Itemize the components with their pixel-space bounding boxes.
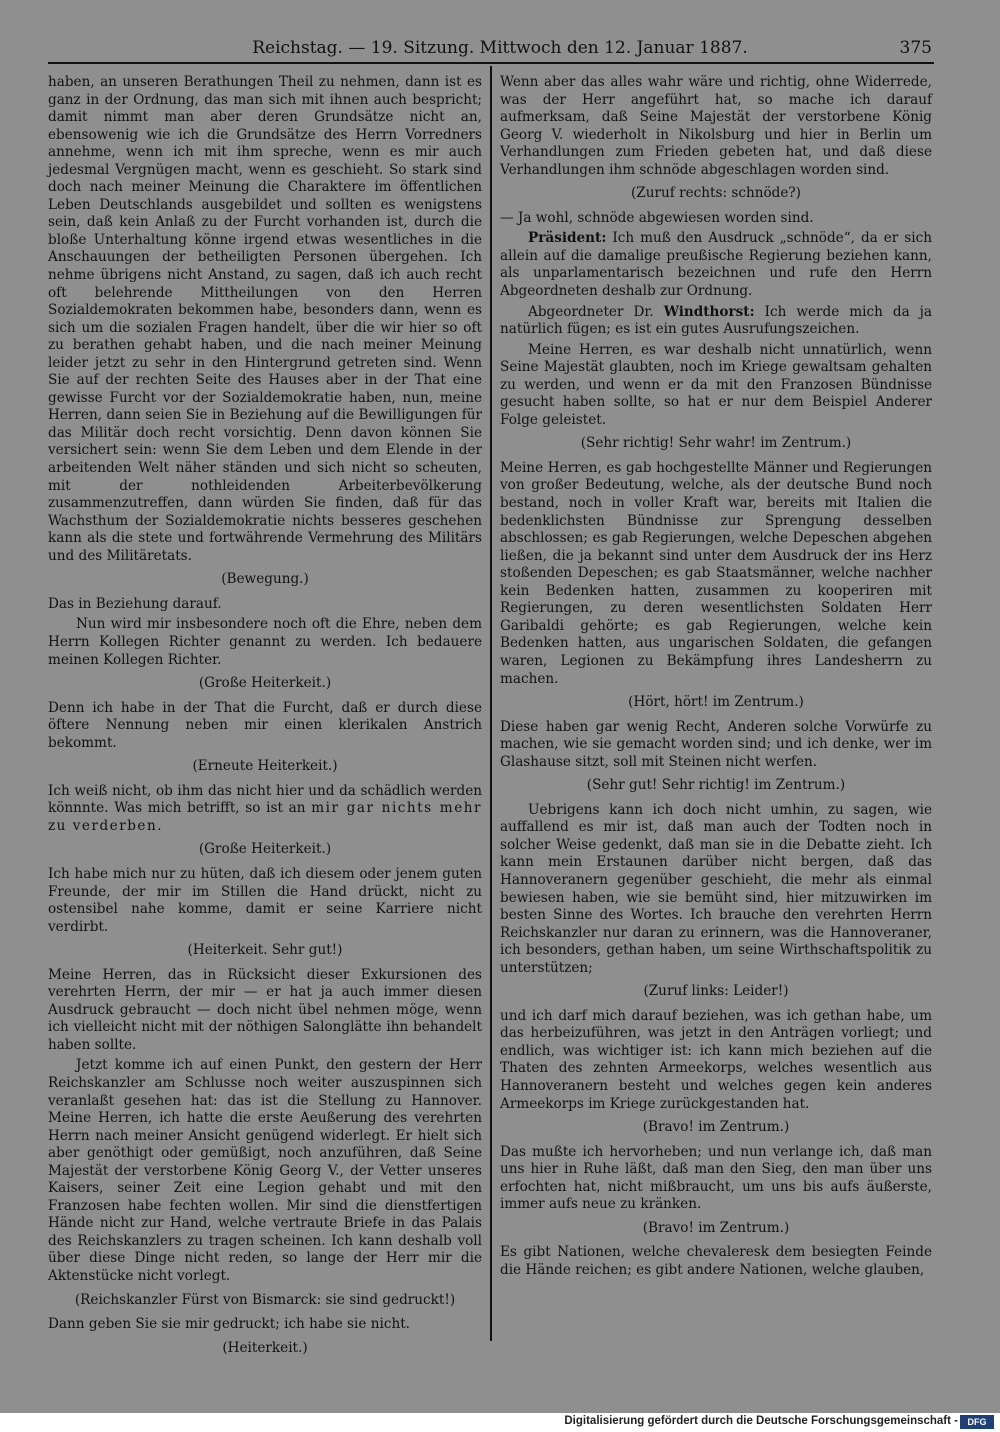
column-divider xyxy=(490,66,492,1341)
interjection: (Zuruf links: Leider!) xyxy=(643,983,789,1000)
interjection: (Sehr richtig! Sehr wahr! im Zentrum.) xyxy=(580,435,852,452)
interjection: (Sehr gut! Sehr richtig! im Zentrum.) xyxy=(586,777,846,794)
header-rule xyxy=(48,62,934,64)
paragraph xyxy=(500,230,932,300)
interjection: (Zuruf rechts: schnöde?) xyxy=(631,185,801,202)
running-head: Reichstag. — 19. Sitzung. Mittwoch den 12. Januar 1887. xyxy=(252,38,748,58)
paragraph: Es gibt Nationen, welche chevaleresk dem besiegten Feinde die Hände reichen; es gibt andere Nationen, welche glauben, xyxy=(500,1244,932,1278)
interjection: (Bravo! im Zentrum.) xyxy=(642,1119,790,1136)
paragraph: Wenn aber das alles wahr wäre und richtig, ohne Widerrede, was der Herr angeführt hat, so mache ich darauf aufmerksam, daß Seine Majestät der verstorbene König Georg V. wiederholt in Nikolsburg und hier in Berlin um Verhandlungen zum Frieden gebeten hat, und daß diese Verhandlungen ihm schnöde abgeschlagen worden sind. xyxy=(500,74,932,178)
speaker-label: Präsident: xyxy=(528,230,607,247)
paragraph: Jetzt komme ich auf einen Punkt, den gestern der Herr Reichskanzler am Schlusse noch weiter auszuspinnen sich veranlaßt gesehen hat: das ist die Stellung zu Hannover. Meine Herren, ich hatte die erste Aeußerung des verehrten Herrn nach meiner Ansicht genügend widerlegt. Er hielt sich aber genöthigt oder gemüßigt, noch anzuführen, daß Seine Majestät der verstorbene König Georg V., der Vetter unseres Kaisers, seiner Zeit eine Legion gehabt und mit den Franzosen habe fechten wollen. Mir sind die dienstfertigen Hände nicht zur Hand, welche vertraute Briefe in das Palais des Reichskanzlers zu tragen scheinen. Ich kann deshalb voll über diese Dinge nicht reden, so lange der Herr mir die Aktenstücke nicht vorlegt. xyxy=(48,1057,482,1284)
page-header xyxy=(0,36,1000,62)
paragraph: Meine Herren, das in Rücksicht dieser Exkursionen des verehrten Herrn, der mir — er hat ja auch immer diesen Ausdruck gebraucht — doch nicht übel nehmen möge, wenn ich vielleicht nicht mit der nöthigen Salonglätte ihn behandelt haben sollte. xyxy=(48,966,482,1053)
paragraph: Dann geben Sie sie mir gedruckt; ich habe sie nicht. xyxy=(48,1316,410,1333)
left-column xyxy=(48,74,482,1364)
dfg-logo: DFG xyxy=(960,1415,994,1429)
paragraph: Meine Herren, es gab hochgestellte Männer und Regierungen von großer Bedeutung, welche, als der deutsche Bund noch bestand, noch in voller Kraft war, bereits mit Italien die bedenklichsten Bündnisse zur Sprengung desselben abschlossen; es gab Regierungen, welche Depeschen abgehen ließen, die ja bekannt sind unter dem Ausdruck der ins Herz stoßenden Depeschen; es gab Staatsmänner, welche nachher kein Bedenken hatten, zusammen zu kooperiren mit Regierungen, zu deren wesentlichsten Soldaten Herr Garibaldi gehörte; es gab Regierungen, welche kein Bedenken hatten, aus ungarischen Soldaten, die gefangen waren, Legionen zu Bekämpfung ihres Landesherrn zu machen. xyxy=(500,459,932,687)
paragraph-text: Ich werde mich da ja natürlich fügen; es ist ein gutes Ausrufungszeichen. xyxy=(500,303,932,338)
paragraph xyxy=(500,304,932,339)
right-column xyxy=(500,74,932,1282)
paragraph: Nun wird mir insbesondere noch oft die Ehre, neben dem Herrn Kollegen Richter genannt zu werden. Ich bedauere meinen Kollegen Richter. xyxy=(48,616,482,668)
paragraph: Uebrigens kann ich doch nicht umhin, zu sagen, wie auffallend es mir ist, daß man auch der Todten noch in solcher Weise gedenkt, daß man sie in die Debatte zieht. Ich kann mein Erstaunen darüber nicht bergen, daß das Hannoveranern gegenüber geschieht, die mehr als einmal bewiesen haben, wie sie bemüht sind, hier mitzuwirken im besten Sinne des Wortes. Ich brauche den verehrten Herrn Reichskanzler nur daran zu erinnern, was die Hannoveraner, ich besonders, gethan haben, um seine Wirthschaftspolitik zu unterstützen; xyxy=(500,801,932,976)
emphasized-text: mir gar nichts mehr zu verderben. xyxy=(48,800,482,834)
paragraph-text: Ich muß den Ausdruck „schnöde“, da er sich allein auf die damalige preußische Regierung beziehen kann, als unparlamentarisch bezeichnen und rufe den Herrn Abgeordneten deshalb zur Ordnung. xyxy=(500,230,932,300)
interjection: (Große Heiterkeit.) xyxy=(198,841,332,858)
interjection: (Hört, hört! im Zentrum.) xyxy=(628,694,804,711)
footer-bar xyxy=(0,1413,1000,1432)
paragraph: Meine Herren, es war deshalb nicht unnatürlich, wenn Seine Majestät glaubten, noch im Kriege gewaltsam gehalten zu werden, und wenn er da mit den Franzosen Bündnisse gesucht haben sollte, so hat er nur dem Beispiel Anderer Folge geleistet. xyxy=(500,341,932,428)
paragraph: und ich darf mich darauf beziehen, was ich gethan habe, um das herbeizuführen, was jetzt in den Anträgen vorliegt; und endlich, was wichtiger ist: ich kann mich beziehen auf die Thaten des zehnten Armeekorps, welches wesentlich aus Hannoveranern besteht und welches gegen kein anderes Armeekorps im Kriege zurückgestanden hat. xyxy=(500,1007,932,1112)
funding-notice: Digitalisierung gefördert durch die Deutsche Forschungsgemeinschaft - xyxy=(564,1415,958,1427)
interjection: (Heiterkeit.) xyxy=(222,1339,308,1356)
speaker-prefix: Abgeordneter Dr. xyxy=(528,303,664,320)
page-number: 375 xyxy=(899,38,932,58)
interjection: (Heiterkeit. Sehr gut!) xyxy=(187,942,343,959)
interjection: (Erneute Heiterkeit.) xyxy=(192,758,338,775)
paragraph: Diese haben gar wenig Recht, Anderen solche Vorwürfe zu machen, wie sie gemacht worden sind; und ich denke, wer im Glashause sitzt, soll mit Steinen nicht werfen. xyxy=(500,718,932,770)
interjection: (Große Heiterkeit.) xyxy=(198,675,332,692)
paragraph xyxy=(48,783,482,836)
interjection: (Bewegung.) xyxy=(221,571,309,588)
paragraph: — Ja wohl, schnöde abgewiesen worden sind. xyxy=(500,209,814,226)
paragraph: Das mußte ich hervorheben; und nun verlange ich, daß man uns hier in Ruhe läßt, daß man den Sieg, den man über uns erfochten hat, nicht mißbraucht, um uns bis aufs äußerste, immer aufs neue zu kränken. xyxy=(500,1143,932,1213)
paragraph: haben, an unseren Berathungen Theil zu nehmen, dann ist es ganz in der Ordnung, das man sich mit ihnen auch bespricht; damit nimmt man aber deren Grundsätze nicht an, ebensowenig wie ich die Grundsätze des Herrn Vorredners annehme, wenn ich mit ihm spreche, wenn es mir auch jedesmal Vergnügen macht, wenn es geschieht. So stark sind doch nach meiner Meinung die Charaktere im öffentlichen Leben Deutschlands ausgebildet und sollten es wenigstens sein, daß kein Anlaß zu der Furcht vorhanden ist, durch die bloße Unterhaltung könne irgend etwas wesentliches in die Anschauungen der betheiligten Personen übergehen. Ich nehme übrigens nicht Anstand, zu sagen, daß ich auch recht oft belehrende Mittheilungen von den Herren Sozialdemokraten bekommen habe, besonders dann, wenn es sich um die sozialen Fragen handelt, über die wir hier so oft zu berathen gehabt haben, und die nach meiner Meinung leider jetzt zu sehr in den Hintergrund getreten sind. Wenn Sie auf der rechten Seite des Hauses aber in der That eine gewisse Furcht vor der Sozialdemokratie haben, nun, meine Herren, dann seien Sie in Beziehung auf die Bewilligungen für das Militär doch recht vorsichtig. Denn davon können Sie versichert sein: wenn Sie dem Leben und dem Elende in der arbeitenden Welt näher ständen und sich nicht so scheuten, mit der nothleidenden Arbeiterbevölkerung zusammenzutreffen, dann würden Sie finden, daß für das Wachsthum der Sozialdemokratie nichts besseres geschehen kann als die stete und fortwährende Vermehrung des Militärs und des Militäretats. xyxy=(48,74,482,564)
paragraph-text: Ich weiß nicht, ob ihm das nicht hier und da schädlich werden könnnte. Was mich betrifft, so ist an xyxy=(48,782,482,817)
paragraph: Denn ich habe in der That die Furcht, daß er durch diese öftere Nennung neben mir einen klerikalen Anstrich bekommt. xyxy=(48,699,482,751)
interjection: (Bravo! im Zentrum.) xyxy=(642,1219,790,1236)
interjection: (Reichskanzler Fürst von Bismarck: sie sind gedruckt!) xyxy=(74,1291,456,1308)
speaker-name: Windthorst: xyxy=(663,303,755,320)
paragraph: Das in Beziehung darauf. xyxy=(48,595,222,612)
paragraph: Ich habe mich nur zu hüten, daß ich diesem oder jenem guten Freunde, der mir im Stillen die Hand drückt, nicht zu ostensibel nahe komme, damit er seine Karriere nicht verdirbt. xyxy=(48,865,482,935)
